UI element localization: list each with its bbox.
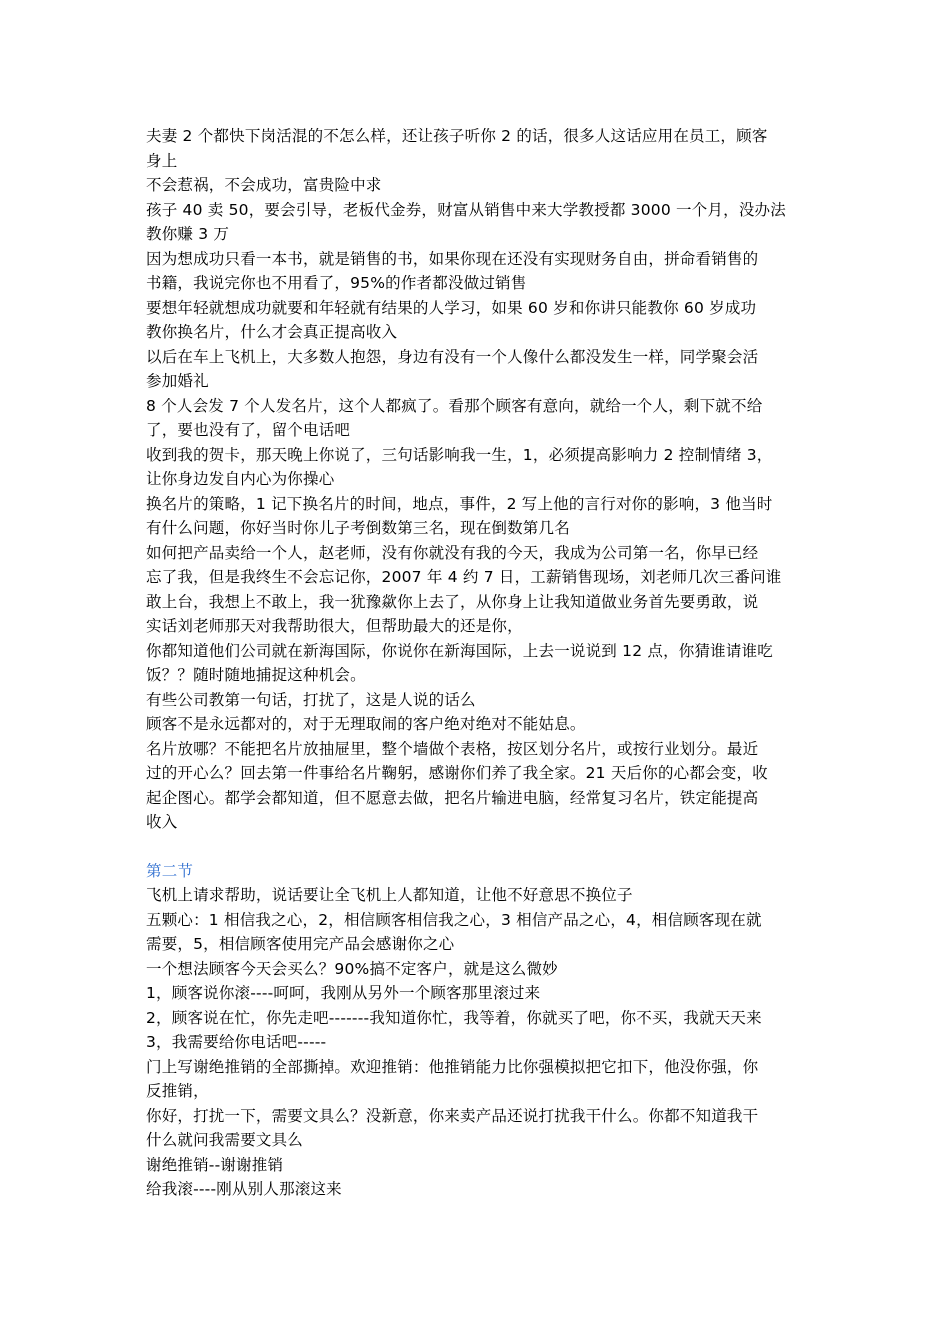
text-line: 让你身边发自内心为你操心 <box>146 470 335 488</box>
text-line: 换名片的策略，1 记下换名片的时间，地点，事件，2 写上他的言行对你的影响，3 他当时 <box>146 494 773 513</box>
text-line: 顾客不是永远都对的，对于无理取闹的客户绝对绝对不能姑息。 <box>146 715 586 733</box>
text-line: 了，要也没有了，留个电话吧 <box>146 421 351 439</box>
text-line: 有些公司教第一句话，打扰了，这是人说的话么 <box>146 690 476 709</box>
section-2 <box>146 859 810 1202</box>
text-line: 你都知道他们公司就在新海国际，你说你在新海国际，上去一说说到 12 点，你猜谁请谁吃 <box>146 641 773 660</box>
text-line: 收入 <box>146 813 178 831</box>
text-line: 不会惹祸，不会成功，富贵险中求 <box>146 176 382 194</box>
section-gap <box>146 835 810 859</box>
text-line: 教你赚 3 万 <box>146 225 230 243</box>
text-line: 夫妻 2 个都快下岗活混的不怎么样，还让孩子听你 2 的话，很多人这话应用在员工，顾客 <box>146 127 768 145</box>
text-line: 因为想成功只看一本书，就是销售的书，如果你现在还没有实现财务自由，拼命看销售的 <box>146 249 759 268</box>
document-page <box>146 124 810 1202</box>
text-line: 参加婚礼 <box>146 372 209 390</box>
text-line: 要想年轻就想成功就要和年轻就有结果的人学习，如果 60 岁和你讲只能教你 60 岁成功 <box>146 298 757 317</box>
text-line: 一个想法顾客今天会买么？90%搞不定客户，就是这么微妙 <box>146 959 558 978</box>
text-line: 书籍，我说完你也不用看了，95%的作者都没做过销售 <box>146 274 527 292</box>
text-line: 2，顾客说在忙，你先走吧-------我知道你忙，我等着，你就买了吧，你不买，我就天天来 <box>146 1008 762 1027</box>
text-line: 如何把产品卖给一个人，赵老师，没有你就没有我的今天，我成为公司第一名，你早已经 <box>146 543 759 562</box>
text-line: 收到我的贺卡，那天晚上你说了，三句话影响我一生，1，必须提高影响力 2 控制情绪 3， <box>146 445 773 464</box>
text-line: 需要，5，相信顾客使用完产品会感谢你之心 <box>146 935 455 953</box>
text-line: 身上 <box>146 151 178 170</box>
text-line: 飞机上请求帮助，说话要让全飞机上人都知道，让他不好意思不换位子 <box>146 886 633 904</box>
text-line: 实话刘老师那天对我帮助很大，但帮助最大的还是你， <box>146 617 523 635</box>
text-line: 五颗心：1 相信我之心，2，相信顾客相信我之心，3 相信产品之心，4，相信顾客现在就 <box>146 910 762 929</box>
text-line: 过的开心么？回去第一件事给名片鞠躬，感谢你们养了我全家。21 天后你的心都会变，收 <box>146 764 768 782</box>
text-line: 3，我需要给你电话吧----- <box>146 1033 327 1051</box>
text-line: 8 个人会发 7 个人发名片，这个人都疯了。看那个顾客有意向，就给一个人，剩下就不给 <box>146 396 763 415</box>
text-line: 门上写谢绝推销的全部撕掉。欢迎推销：他推销能力比你强模拟把它扣下，他没你强，你 <box>146 1057 759 1076</box>
text-line: 教你换名片，什么才会真正提高收入 <box>146 323 398 341</box>
text-line: 反推销， <box>146 1082 209 1100</box>
text-line: 什么就问我需要文具么 <box>146 1131 304 1149</box>
text-line: 1，顾客说你滚----呵呵，我刚从另外一个顾客那里滚过来 <box>146 984 541 1002</box>
text-line: 敢上台，我想上不敢上，我一犹豫歘你上去了，从你身上让我知道做业务首先要勇敢，说 <box>146 592 759 611</box>
text-line: 以后在车上飞机上，大多数人抱怨，身边有没有一个人像什么都没发生一样，同学聚会活 <box>146 347 759 366</box>
text-line: 有什么问题，你好当时你儿子考倒数第三名，现在倒数第几名 <box>146 519 570 537</box>
text-line: 饭？？随时随地捕捉这种机会。 <box>146 666 366 684</box>
section-1 <box>146 124 810 835</box>
text-line: 谢绝推销--谢谢推销 <box>146 1155 284 1174</box>
text-line: 名片放哪？不能把名片放抽屉里，整个墙做个表格，按区划分名片，或按行业划分。最近 <box>146 739 759 758</box>
text-line: 孩子 40 卖 50，要会引导，老板代金券，财富从销售中来大学教授都 3000 一个月，没办法 <box>146 200 786 219</box>
text-line: 起企图心。都学会都知道，但不愿意去做，把名片输进电脑，经常复习名片，铁定能提高 <box>146 788 759 807</box>
text-line: 你好，打扰一下，需要文具么？没新意，你来卖产品还说打扰我干什么。你都不知道我干 <box>146 1106 759 1125</box>
text-line: 给我滚----刚从别人那滚这来 <box>146 1180 342 1198</box>
text-line: 忘了我，但是我终生不会忘记你，2007 年 4 约 7 日，工薪销售现场，刘老师几次三番问谁 <box>146 568 782 586</box>
section-heading: 第二节 <box>146 861 194 880</box>
